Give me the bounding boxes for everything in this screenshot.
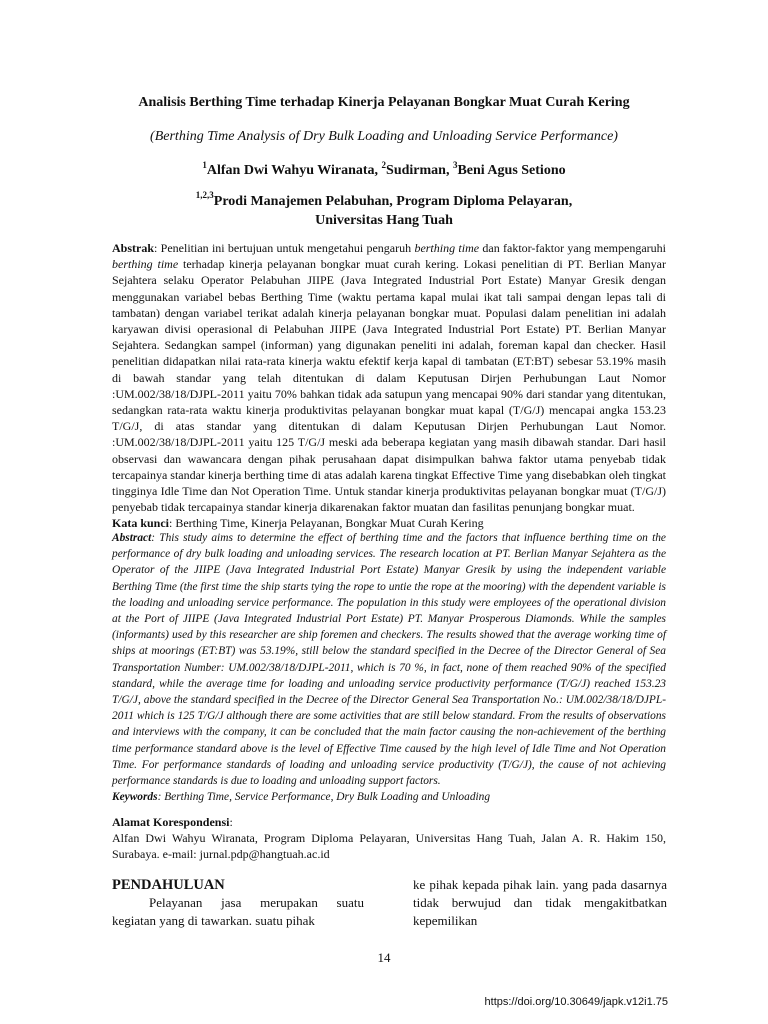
- abstrak-text: : Penelitian ini bertujuan untuk mengetahui pengaruh: [154, 241, 415, 255]
- abstrak-text: dan faktor-faktor yang mempengaruhi: [479, 241, 666, 255]
- affiliation: [0, 192, 768, 230]
- abstract-text: : This study aims to determine the effect of berthing time and the factors that influence berthing time on the performance of dry bulk loading and unloading services. The research location at PT. Berlian Manyar Sejahtera as the Operator of the JIIPE (Java Integrated Industrial Port Estate) Manyar Gresik by using the independent variable Berthing Time (the first time the ship starts tying the rope to untie the rope at the mooring) with the dependent variable is the loading and unloading service performance. The population in this study were employees of the operational division at the Port of JIIPE (Java Integrated Industrial Port Estate) PT. Manyar Prosperous Diamonds. While the samples (informants) used by this researcher are ship foremen and checkers. The results showed that the average working time of ships at moorings (ET:BT) was 53.19%, still below the standard specified in the Decree of the Director General of Sea Transportation Number: UM.002/38/18/DJPL-2011, which is 70 %, in fact, none of them reached 90% of the specified standard, while the average time for loading and unloading service productivity performance (T/G/J) reached 153.23 T/G/J, above the standard specified in the Decree of the Director General Sea Transportation No.: UM.002/38/18/DJPL-2011 which is 125 T/G/J although there are some activities that are still below standard. From the results of observations and interviews with the company, it can be concluded that the main factor causing the non-achievement of the berthing time performance standard above is the level of Effective Time caused by the high level of Idle Time and Not Operation Time. For performance standards of loading and unloading service productivity (T/G/J), the cause of not achieving performance standards is due to loading and unloading support factors.: [112, 532, 666, 788]
- author-name: Alfan Dwi Wahyu Wiranata,: [206, 163, 382, 178]
- abstrak-text: terhadap kinerja pelayanan bongkar muat curah kering. Lokasi penelitian di PT. Berlian Manyar Sejahtera selaku Operator Pelabuhan JIIPE (Java Integrated Industrial Port Estate) Manyar Gresik dengan menggunakan variabel bebas Berthing Time (waktu pertama kapal mulai ikat tali sampai dengan lepas tali di tambatan) dengan variabel terikat adalah kinerja pelayanan bongkar muat. Populasi dalam penelitian ini adalah karyawan divisi operasional di Pelabuhan JIIPE (Java Integrated Industrial Port Estate) PT. Berlian Manyar Sejahtera. Sedangkan sampel (informan) yang digunakan peneliti ini adalah, foreman kapal dan checker. Hasil penelitian didapatkan nilai rata-rata kinerja waktu efektif kerja kapal di tambatan (ET:BT) sebesar 53.19% masih di bawah standar yang telah ditentukan di dalam Keputusan Dirjen Perhubungan Laut Nomor :UM.002/38/18/DJPL-2011 yaitu 70% bahkan tidak ada satupun yang mencapai 90% dari standar yang ditentukan, sedangkan rata-rata waktu kinerja produktivitas pelayanan bongkar muat kapal (T/G/J) mencapai angka 153.23 T/G/J, di atas standar yang ditentukan di dalam Keputusan Dirjen Perhubungan Laut Nomor. :UM.002/38/18/DJPL-2011 yaitu 125 T/G/J meski ada beberapa kegiatan yang masih dibawah standar. Dari hasil observasi dan wawancara dengan pihak perusahaan dapat disimpulkan bahwa faktor utama penyebab tidak tercapainya standar kinerja berthing time di atas adalah karena tingkat Effective Time yang disebabkan oleh tingkat tingginya Idle Time dan Not Operation Time. Untuk standar kinerja produktivitas pelayanan bongkar muat (T/G/J) penyebab tidak tercapainya standar kinerja dikarenakan faktor muatan dan fasilitas penunjang bongkar muat.: [112, 257, 666, 515]
- body-paragraph: Pelayanan jasa merupakan suatu kegiatan yang di tawarkan. suatu pihak: [112, 895, 364, 928]
- abstrak-term: berthing time: [112, 257, 179, 272]
- keywords-label: Keywords: [112, 791, 158, 804]
- abstract-label: Abstract: [112, 532, 152, 544]
- keywords-text: : Berthing Time, Service Performance, Dry Bulk Loading and Unloading: [157, 791, 491, 804]
- author-sup: 2: [381, 160, 387, 170]
- page-number: 14: [377, 950, 391, 965]
- abstrak-label: Abstrak: [112, 241, 155, 255]
- author-sup: 1: [202, 160, 207, 170]
- correspondence-section: [112, 814, 666, 863]
- affiliation-sup: 1,2,3: [195, 190, 214, 200]
- abstrak-section: [112, 240, 666, 532]
- author-list: [0, 162, 768, 179]
- correspondence-label: Alamat Korespondensi: [112, 815, 230, 829]
- abstract-paragraph: [112, 530, 666, 789]
- abstrak-term: berthing time: [414, 241, 480, 255]
- affiliation-line-2: Universitas Hang Tuah: [315, 213, 453, 228]
- keywords: [112, 789, 666, 805]
- author-name: Beni Agus Setiono: [457, 163, 566, 178]
- correspondence-text: Alfan Dwi Wahyu Wiranata, Program Diploma Pelayaran, Universitas Hang Tuah, Jalan A. R. Hakim 150, Surabaya. e-mail: jurnal.pdp@hangtuah.ac.id: [112, 831, 666, 862]
- author-name: Sudirman,: [386, 163, 453, 178]
- body-paragraph: ke pihak kepada pihak lain. yang pada dasarnya tidak berwujud dan tidak mengakitbatkan kepemilikan: [413, 877, 667, 928]
- body-column-left: [112, 876, 364, 930]
- paper-subtitle: (Berthing Time Analysis of Dry Bulk Loading and Unloading Service Performance): [150, 129, 618, 144]
- correspondence-colon: :: [229, 815, 233, 829]
- kata-kunci-label: Kata kunci: [112, 516, 170, 531]
- kata-kunci-text: : Berthing Time, Kinerja Pelayanan, Bongkar Muat Curah Kering: [169, 516, 484, 531]
- correspondence-heading: [112, 814, 666, 830]
- paper-title: Analisis Berthing Time terhadap Kinerja Pelayanan Bongkar Muat Curah Kering: [138, 95, 630, 110]
- abstrak-paragraph: [112, 240, 666, 515]
- abstract-section: [112, 530, 666, 805]
- author-sup: 3: [452, 160, 458, 170]
- doi-link[interactable]: https://doi.org/10.30649/japk.v12i1.75: [484, 996, 668, 1008]
- body-column-right: [413, 876, 667, 930]
- section-heading-pendahuluan: PENDAHULUAN: [112, 877, 225, 893]
- affiliation-line-1: Prodi Manajemen Pelabuhan, Program Diploma Pelayaran,: [213, 194, 573, 209]
